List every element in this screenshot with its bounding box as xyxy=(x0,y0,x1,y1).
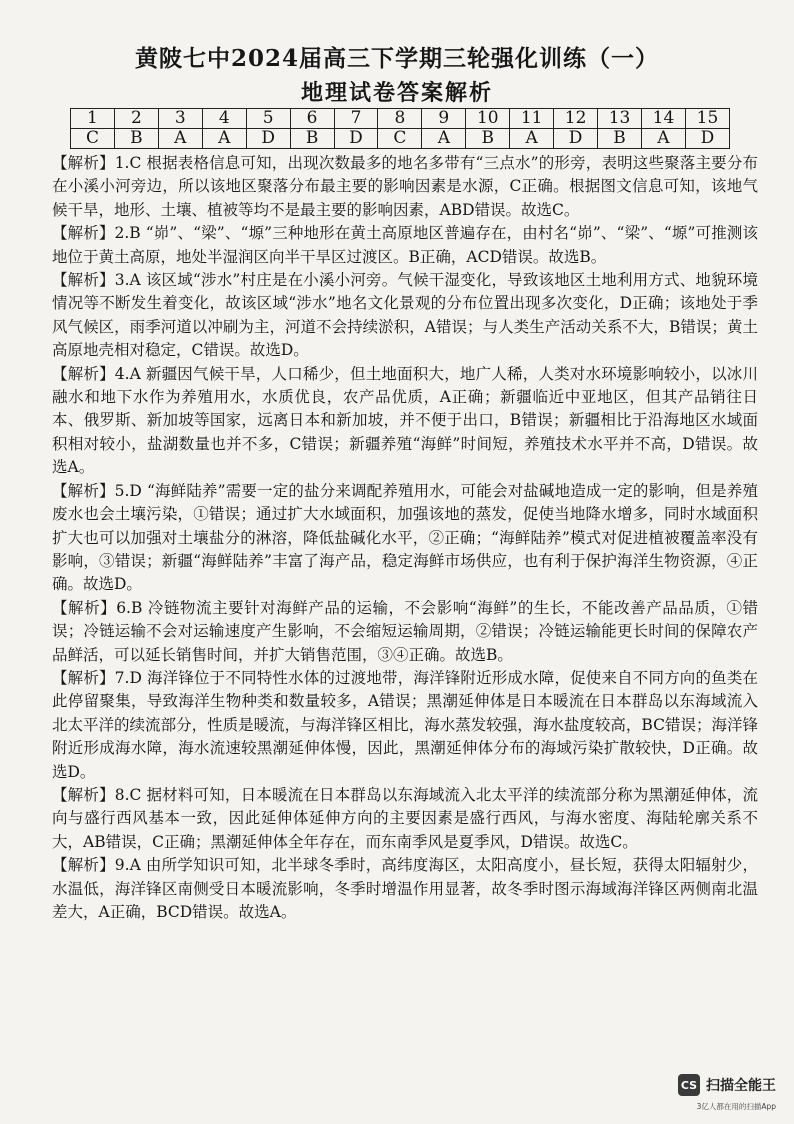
answer-cell: B xyxy=(114,129,158,149)
explanation-paragraph: 【解析】9.A 由所学知识可知，北半球冬季时，高纬度海区，太阳高度小，昼长短，获得太阳辐射少，水温低，海洋锋区南侧受日本暖流影响，冬季时增温作用显著，故冬季时图示海域海洋锋区两侧南北温差大，A正确，BCD错误。故选A。 xyxy=(52,856,758,921)
question-number-cell: 6 xyxy=(290,109,334,129)
answer-cell: A xyxy=(158,129,202,149)
explanation-paragraph: 【解析】7.D 海洋锋位于不同特性水体的过渡地带，海洋锋附近形成水障，促使来自不同方向的鱼类在此停留聚集，导致海洋生物种类和数量较多，A错误；黑潮延伸体是日本暖流在日本群岛以东海域流入北太平洋的续流部分，性质是暖流，与海洋锋区相比，海水蒸发较强，海水盐度较高，BC错误；海洋锋附近形成海水障，海水流速较黑潮延伸体慢，因此，黑潮延伸体分布的海域污染扩散较快，D正确。故选D。 xyxy=(52,668,758,781)
question-number-cell: 4 xyxy=(202,109,246,129)
answer-cell: A xyxy=(510,129,554,149)
question-number-cell: 8 xyxy=(378,109,422,129)
question-number-cell: 5 xyxy=(246,109,290,129)
answer-table-answer-row xyxy=(71,129,730,149)
scanner-app-name: 扫描全能王 xyxy=(706,1078,776,1094)
scanner-watermark xyxy=(678,1074,776,1096)
question-number-cell: 14 xyxy=(641,109,685,129)
answer-table xyxy=(70,108,730,149)
explanation-paragraph: 【解析】1.C 根据表格信息可知，出现次数最多的地名多带有“三点水”的形旁，表明这些聚落主要分布在小溪小河旁边，所以该地区聚落分布最主要的影响因素是水源，C正确。根据图文信息可知，该地气候干旱，地形、土壤、植被等均不是最主要的影响因素，ABD错误。故选C。 xyxy=(52,154,758,219)
question-number-cell: 9 xyxy=(422,109,466,129)
explanation-paragraph: 【解析】4.A 新疆因气候干旱，人口稀少，但土地面积大，地广人稀，人类对水环境影响较小，以冰川融水和地下水作为养殖用水，水质优良，农产品优质，A正确；新疆临近中亚地区，但其产品销往日本、俄罗斯、新加坡等国家，远离日本和新加坡，并不便于出口，B错误；新疆相比于沿海地区水域面积相对较小，盐湖数量也并不多，C错误；新疆养殖“海鲜”时间短，养殖技术水平并不高，D错误。故选A。 xyxy=(52,364,758,477)
document-subtitle: 地理试卷答案解析 xyxy=(300,80,493,106)
explanation-paragraph: 【解析】3.A 该区域“涉水”村庄是在小溪小河旁。气候干湿变化，导致该地区土地利用方式、地貌环境情况等不断发生着变化，故该区域“涉水”地名文化景观的分布位置出现多次变化，D正确；该地处于季风气候区，雨季河道以冲刷为主，河道不会持续淤积，A错误；与人类生产活动关系不大，B错误；黄土高原地壳相对稳定，C错误。故选D。 xyxy=(52,271,758,360)
document-title: 黄陂七中2024届高三下学期三轮强化训练（一） xyxy=(134,45,659,72)
answer-cell: B xyxy=(290,129,334,149)
answer-cell: D xyxy=(554,129,598,149)
question-number-cell: 7 xyxy=(334,109,378,129)
question-number-cell: 13 xyxy=(598,109,642,129)
answer-cell: D xyxy=(246,129,290,149)
answer-cell: A xyxy=(422,129,466,149)
question-number-cell: 10 xyxy=(466,109,510,129)
explanation-paragraph: 【解析】2.B “峁”、“梁”、“塬”三种地形在黄土高原地区普遍存在，由村名“峁”、“梁”、“塬”可推测该地位于黄土高原，地处半湿润区向半干旱区过渡区。B正确，ACD错误。故选B。 xyxy=(52,224,758,266)
explanation-paragraph: 【解析】5.D “海鲜陆养”需要一定的盐分来调配养殖用水，可能会对盐碱地造成一定的影响，但是养殖废水也会土壤污染，①错误；通过扩大水域面积，加强该地的蒸发，促使当地降水增多，同时水域面积扩大也可以加强对土壤盐分的淋溶，降低盐碱化水平，②正确；“海鲜陆养”模式对促进植被覆盖率没有影响，③错误；新疆“海鲜陆养”丰富了海产品，稳定海鲜市场供应，也有利于保护海洋生物资源，④正确。故选D。 xyxy=(52,481,758,594)
scanner-app-tagline: 3亿人都在用的扫描App xyxy=(696,1102,776,1111)
answer-cell: A xyxy=(641,129,685,149)
question-number-cell: 3 xyxy=(158,109,202,129)
answer-cell: B xyxy=(466,129,510,149)
answer-cell: C xyxy=(378,129,422,149)
answer-cell: D xyxy=(334,129,378,149)
question-number-cell: 1 xyxy=(71,109,115,129)
explanation-paragraph: 【解析】6.B 冷链物流主要针对海鲜产品的运输，不会影响“海鲜”的生长，不能改善产品品质，①错误；冷链运输不会对运输速度产生影响，不会缩短运输周期，②错误；冷链运输能更长时间的保障农产品鲜活，可以延长销售时间，并扩大销售范围，③④正确。故选B。 xyxy=(52,598,758,664)
question-number-cell: 15 xyxy=(685,109,729,129)
question-number-cell: 12 xyxy=(554,109,598,129)
explanation-paragraph: 【解析】8.C 据材料可知，日本暖流在日本群岛以东海域流入北太平洋的续流部分称为黑潮延伸体，流向与盛行西风基本一致，因此延伸体延伸方向的主要因素是盛行西风，与海水密度、海陆轮廓关系不大，AB错误，C正确；黑潮延伸体全年存在，而东南季风是夏季风，D错误。故选C。 xyxy=(52,785,758,851)
answer-table-number-row xyxy=(71,109,730,129)
camscanner-logo-icon: CS xyxy=(678,1074,700,1096)
answer-cell: D xyxy=(685,129,729,149)
answer-cell: B xyxy=(598,129,642,149)
answer-cell: A xyxy=(202,129,246,149)
explanation-section xyxy=(52,152,758,924)
question-number-cell: 2 xyxy=(114,109,158,129)
answer-cell: C xyxy=(71,129,115,149)
question-number-cell: 11 xyxy=(510,109,554,129)
